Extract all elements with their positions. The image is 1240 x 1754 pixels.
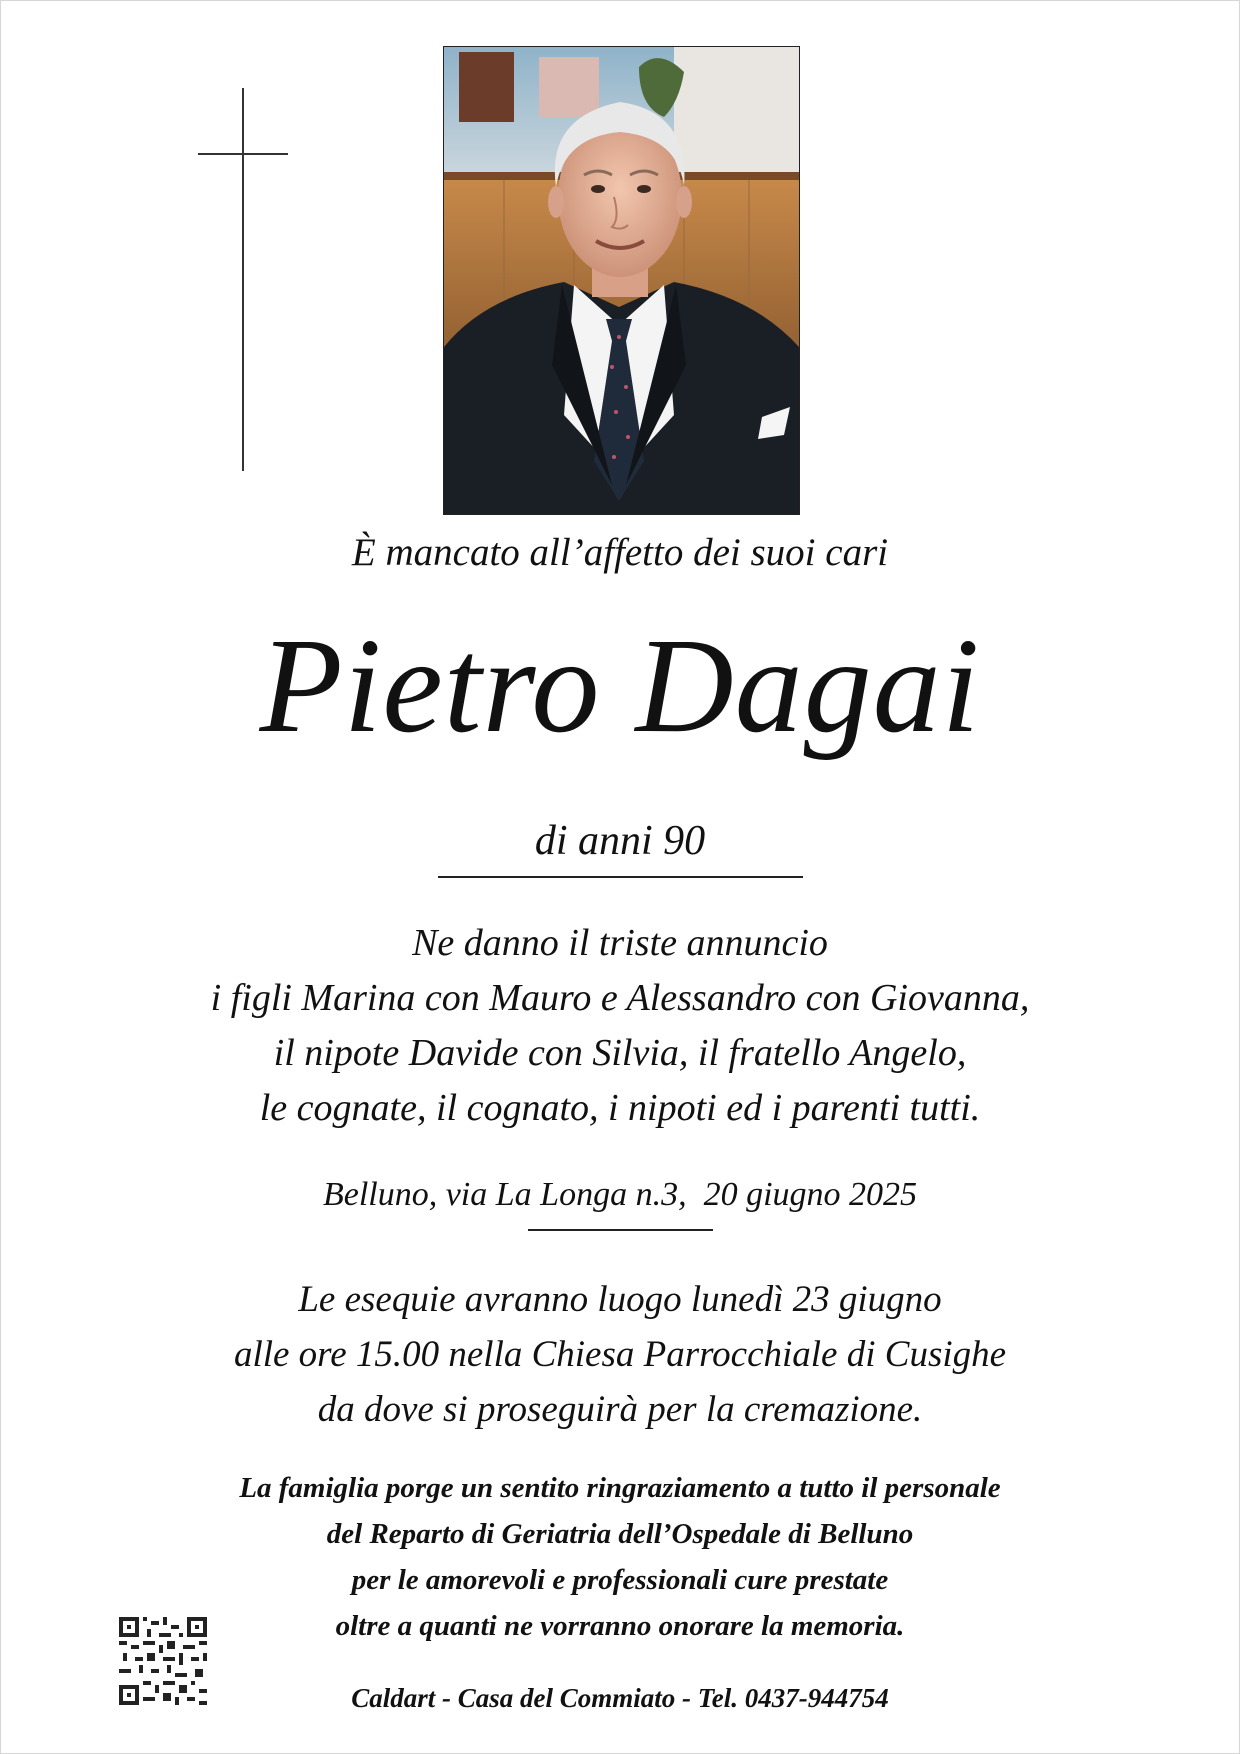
- divider: [438, 876, 803, 878]
- place-date: Belluno, via La Longa n.3, 20 giugno 2025: [322, 1176, 918, 1213]
- announcement-line: il nipote Davide con Silvia, il fratello Angelo,: [273, 1032, 967, 1074]
- announcement-line: i figli Marina con Mauro e Alessandro con Giovanna,: [210, 977, 1030, 1019]
- cross-icon-bar: [198, 153, 288, 155]
- portrait-photo: [443, 46, 800, 515]
- funeral-line: Le esequie avranno luogo lunedì 23 giugno: [298, 1279, 942, 1320]
- cross-icon: [242, 88, 244, 471]
- thanks-line: per le amorevoli e professionali cure prestate: [351, 1564, 889, 1596]
- funeral-line: da dove si proseguirà per la cremazione.: [317, 1389, 923, 1430]
- intro-text: È mancato all’affetto dei suoi cari: [351, 531, 889, 574]
- divider: [528, 1229, 713, 1231]
- funeral-home-footer: Caldart - Casa del Commiato - Tel. 0437-944754: [351, 1683, 889, 1713]
- announcement-line: Ne danno il triste annuncio: [412, 922, 828, 964]
- thanks-line: oltre a quanti ne vorranno onorare la memoria.: [335, 1610, 905, 1642]
- deceased-name: Pietro Dagai: [259, 611, 981, 761]
- funeral-line: alle ore 15.00 nella Chiesa Parrocchiale di Cusighe: [233, 1334, 1007, 1375]
- thanks-line: La famiglia porge un sentito ringraziamento a tutto il personale: [239, 1472, 1001, 1504]
- announcement-line: le cognate, il cognato, i nipoti ed i parenti tutti.: [259, 1087, 981, 1129]
- announcement-block: [0, 916, 1240, 1136]
- age-text: di anni 90: [534, 818, 706, 864]
- funeral-block: [0, 1272, 1240, 1437]
- thanks-line: del Reparto di Geriatria dell’Ospedale di Belluno: [326, 1518, 914, 1550]
